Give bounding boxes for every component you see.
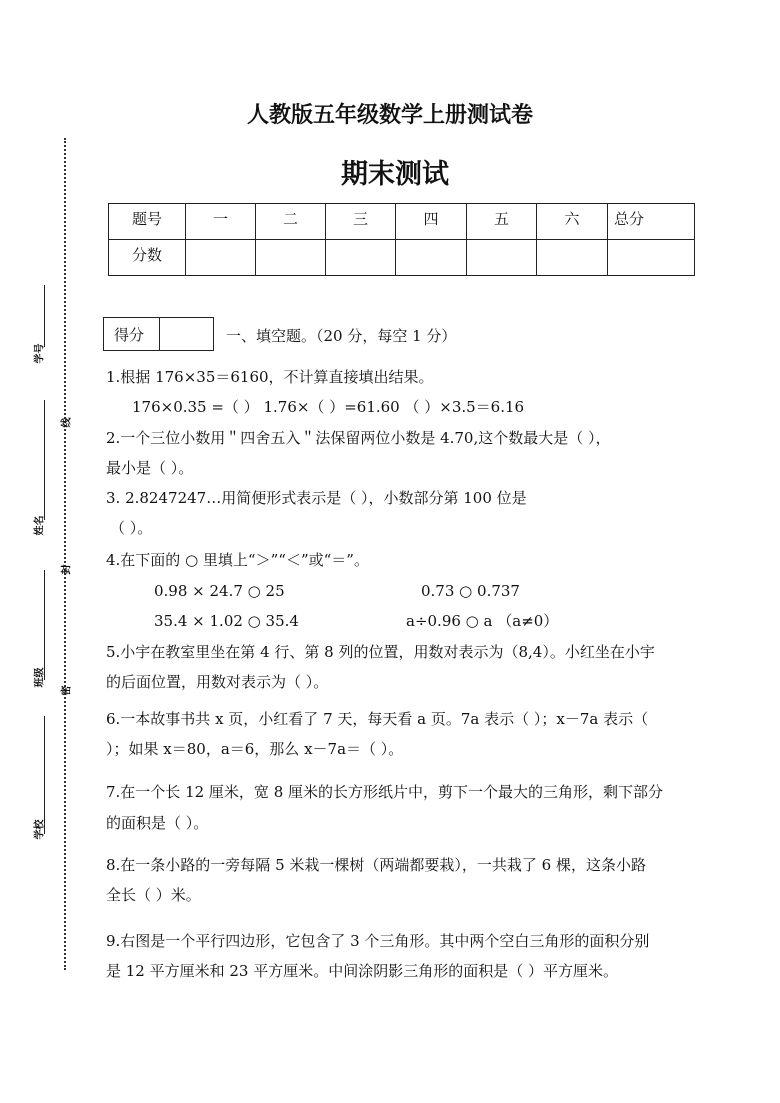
q6-line1: 6.一本故事书共 x 页，小红看了 7 天，每天看 a 页。7a 表示（ ）；x－7a 表示（ [106, 710, 649, 728]
school-label: 学校 [34, 819, 46, 840]
section-score-box [103, 317, 214, 351]
score-table-cell: 六 [537, 204, 608, 240]
score-row-label: 分数 [109, 240, 186, 276]
q3-line1: 3. 2.8247247…用简便形式表示是（ ），小数部分第 100 位是 [106, 489, 527, 507]
score-input-cell[interactable] [467, 240, 537, 276]
score-input-cell[interactable] [326, 240, 396, 276]
score-table-cell: 一 [186, 204, 256, 240]
q3-line2: （ ）。 [110, 519, 153, 537]
class-line [44, 570, 45, 680]
q8-line1: 8.在一条小路的一旁每隔 5 米栽一棵树（两端都要栽），一共栽了 6 棵，这条小路 [106, 856, 646, 874]
student-id-label: 学号 [34, 343, 46, 364]
q7-line2: 的面积是（ ）。 [106, 814, 209, 832]
q4-item-b: 0.73 ○ 0.737 [421, 582, 520, 600]
score-table-cell: 总分 [608, 204, 695, 240]
score-table [108, 203, 695, 276]
q5-line2: 的后面位置，用数对表示为（ ）。 [106, 673, 329, 691]
school-line [44, 716, 45, 834]
score-table-score-row [109, 240, 695, 276]
section-title: 一、填空题。（20 分，每空 1 分） [226, 327, 457, 345]
name-label: 姓名 [34, 515, 46, 536]
q9-line1: 9.右图是一个平行四边形，它包含了 3 个三角形。其中两个空白三角形的面积分别 [106, 932, 650, 950]
name-line [44, 400, 45, 520]
score-input-cell[interactable] [396, 240, 467, 276]
exam-subtitle: 期末测试 [341, 159, 449, 190]
seal-char-feng: 封 [61, 564, 73, 575]
exam-title: 人教版五年级数学上册测试卷 [246, 103, 533, 128]
score-table-cell: 三 [326, 204, 396, 240]
q1-line2: 176×0.35 =（ ） 1.76×（ ）=61.60 （ ）×3.5＝6.16 [132, 398, 525, 416]
q6-line2: ）；如果 x＝80，a＝6，那么 x－7a＝（ ）。 [106, 740, 404, 758]
q2-line1: 2.一个三位小数用＂四舍五入＂法保留两位小数是 4.70,这个数最大是（ ）， [106, 429, 611, 447]
section-score-label: 得分 [114, 326, 145, 344]
q4-item-d: a÷0.96 ○ a （a≠0） [406, 612, 559, 630]
class-label: 班级 [34, 667, 46, 688]
score-input-cell[interactable] [186, 240, 256, 276]
q1-line1: 1.根据 176×35＝6160，不计算直接填出结果。 [106, 368, 434, 386]
score-table-header-row [109, 204, 695, 240]
score-table-cell: 二 [256, 204, 326, 240]
q9-line2: 是 12 平方厘米和 23 平方厘米。中间涂阴影三角形的面积是（ ）平方厘米。 [106, 962, 619, 980]
q4-line1: 4.在下面的 ○ 里填上“＞”“＜”或“＝”。 [106, 551, 369, 569]
student-id-line [44, 285, 45, 347]
score-table-cell: 五 [467, 204, 537, 240]
q4-item-c: 35.4 × 1.02 ○ 35.4 [154, 612, 299, 630]
q4-item-a: 0.98 × 24.7 ○ 25 [154, 582, 285, 600]
q5-line1: 5.小宇在教室里坐在第 4 行、第 8 列的位置，用数对表示为（8,4）。小红坐在小宇 [106, 643, 655, 661]
q2-line2: 最小是（ ）。 [106, 459, 194, 477]
binding-dotted-line [64, 138, 66, 970]
score-table-cell: 四 [396, 204, 467, 240]
seal-char-mi: 密 [61, 685, 73, 696]
q7-line1: 7.在一个长 12 厘米，宽 8 厘米的长方形纸片中，剪下一个最大的三角形，剩下部分 [106, 783, 664, 801]
score-input-cell[interactable] [537, 240, 608, 276]
score-table-cell: 题号 [109, 204, 186, 240]
q8-line2: 全长（ ）米。 [106, 886, 201, 904]
section-score-divider [159, 318, 160, 350]
score-input-cell[interactable] [256, 240, 326, 276]
seal-char-xian: 线 [61, 417, 73, 428]
score-input-cell[interactable] [608, 240, 695, 276]
